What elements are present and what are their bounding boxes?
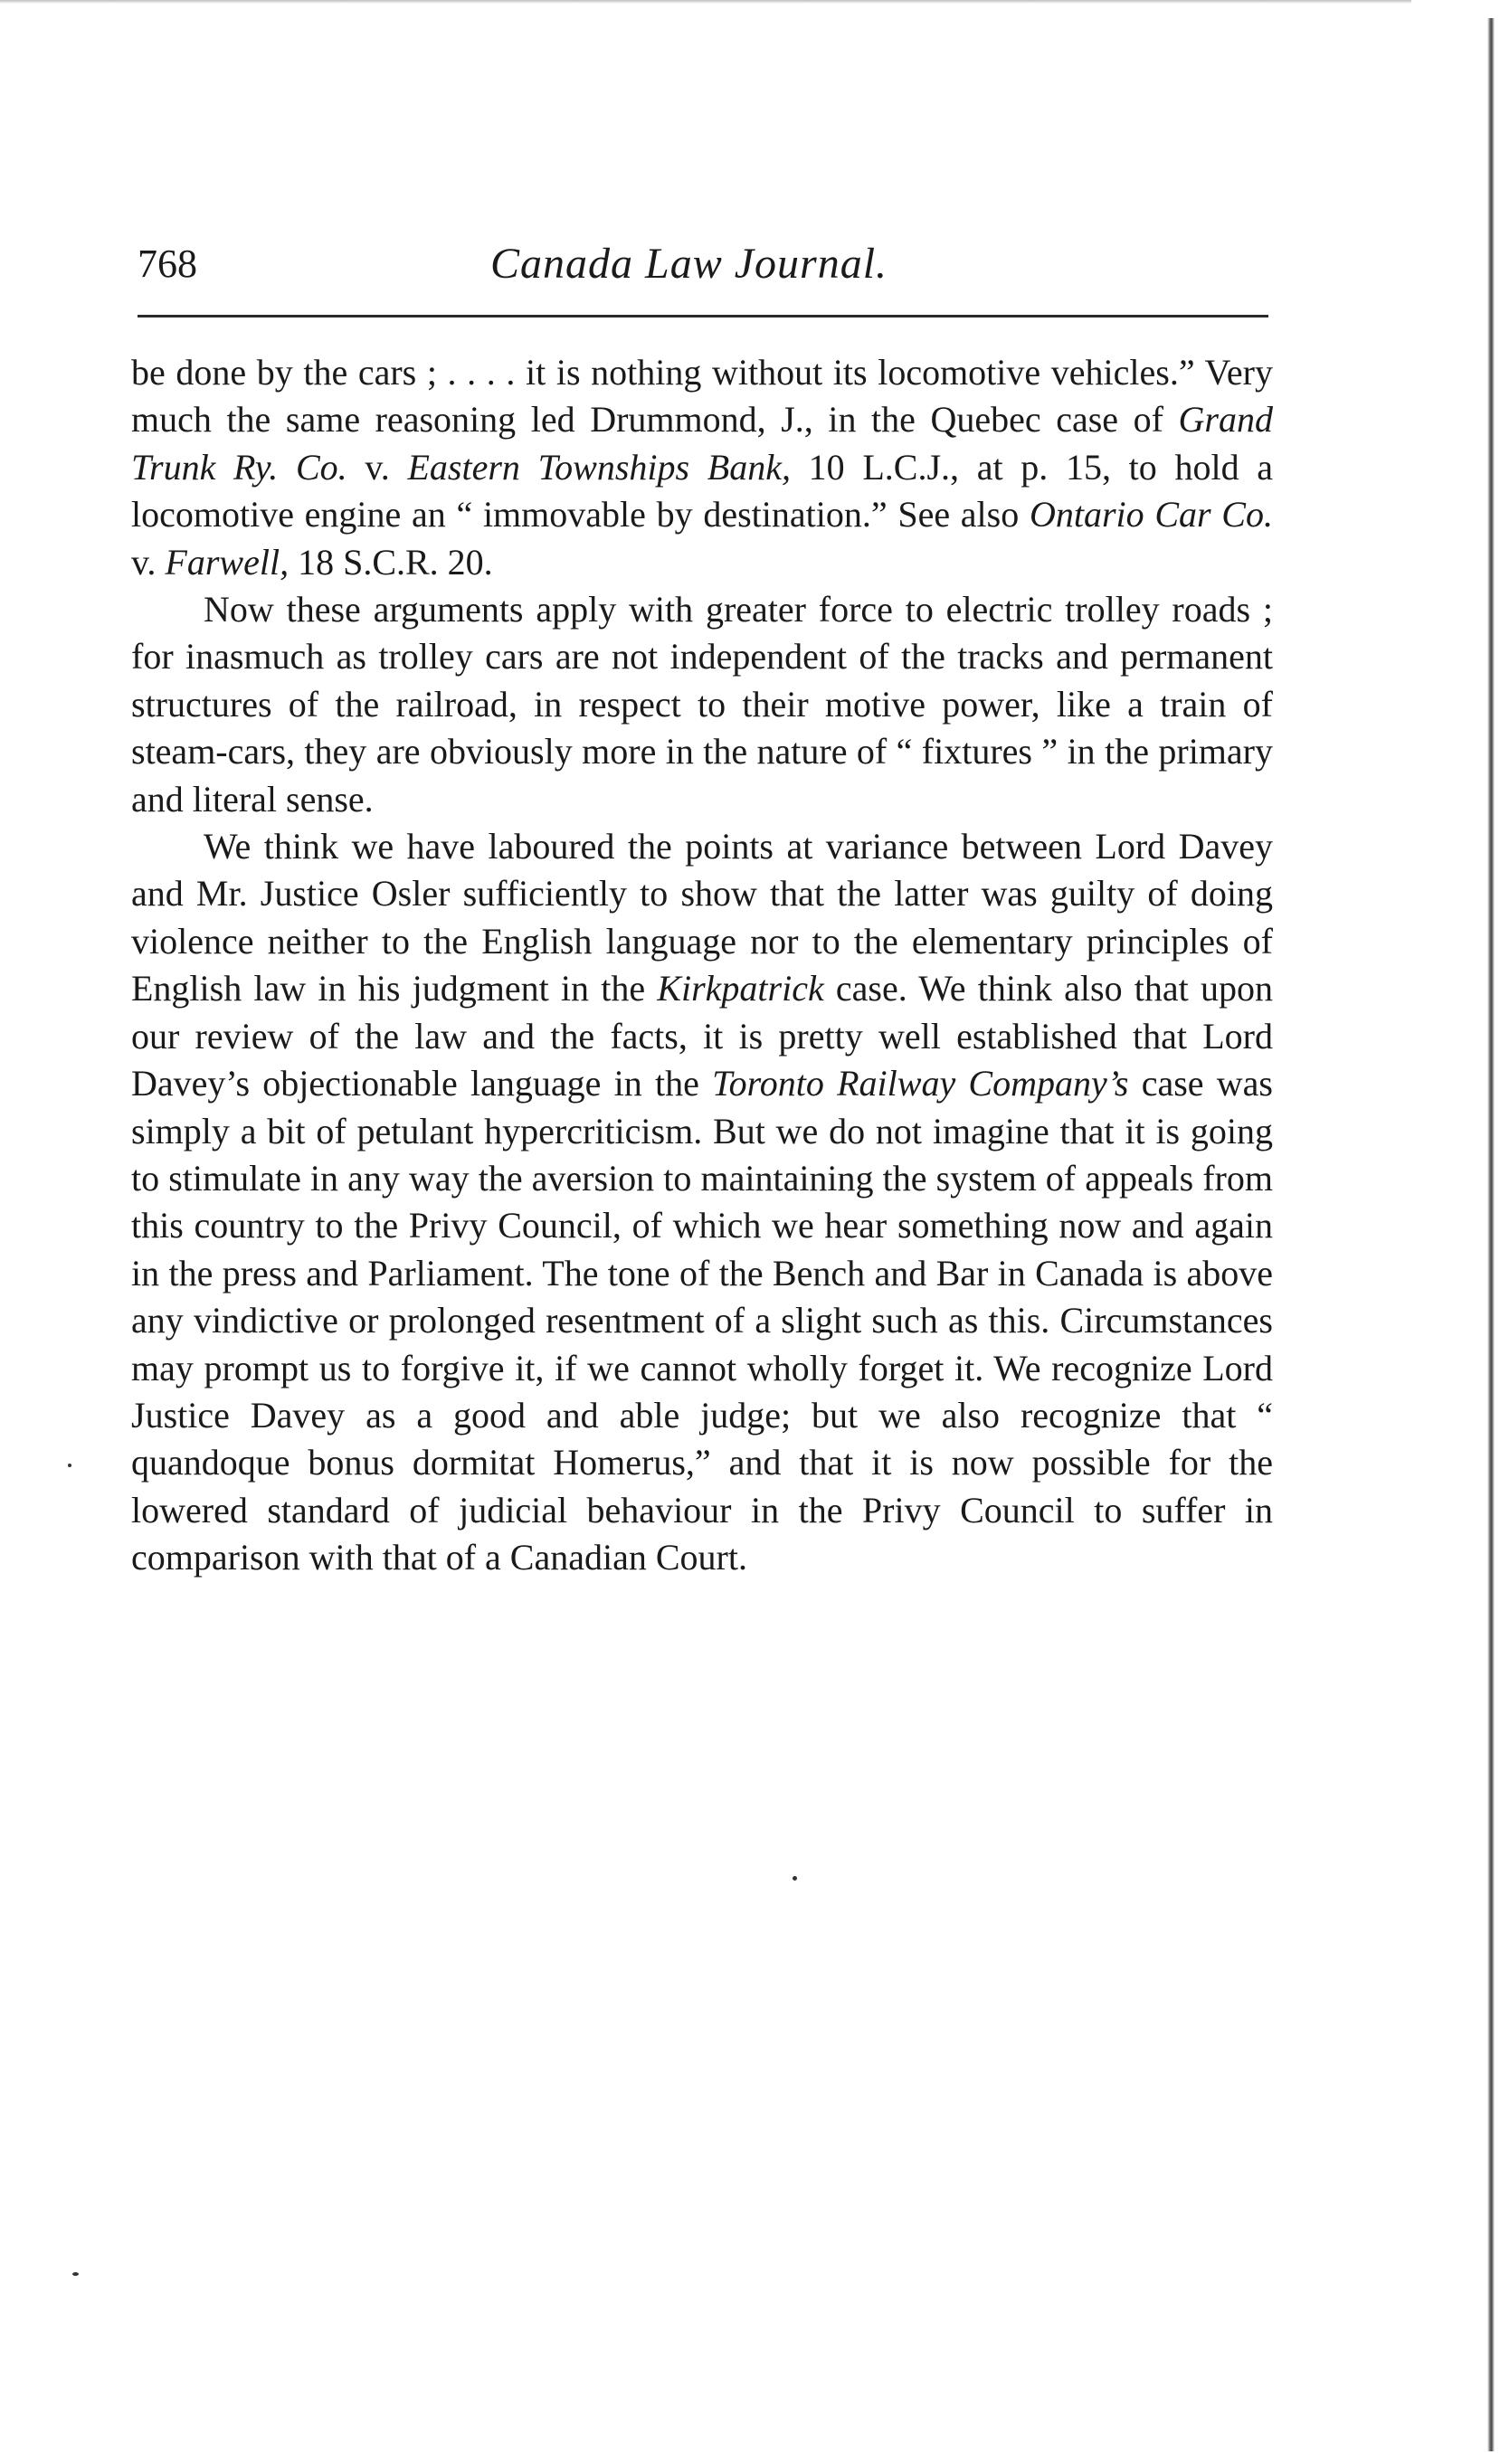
running-title: Canada Law Journal.	[490, 240, 888, 288]
header-rule	[138, 315, 1268, 317]
italic-citation: Kirkpatrick	[657, 968, 824, 1009]
text-run: case. We think also that upon our review of the law and the facts, it is pretty well established that Lord Davey’s objectionable language in the	[131, 968, 1273, 1104]
text-run: v.	[131, 541, 166, 583]
body-text	[131, 349, 1273, 1582]
italic-citation: Farwell,	[165, 541, 290, 583]
italic-citation: Grand Trunk Ry. Co.	[131, 399, 1273, 488]
print-speck	[72, 2272, 79, 2276]
binding-shadow	[1487, 18, 1495, 2451]
paragraph-1	[131, 349, 1273, 586]
page-number: 768	[138, 242, 197, 286]
text-run: v.	[347, 446, 408, 488]
paragraph-2	[131, 586, 1273, 823]
text-run: Now these arguments apply with greater force to electric trolley roads ; for inasmuch as trolley cars are not independent of the tracks and permanent structures of the railroad, in respect to their motive power, like a train of steam-cars, they are obviously more in the nature of “ fixtures ” in the primary and literal sense.	[131, 589, 1273, 820]
text-run: 10 L.C.J., at p. 15, to hold a locomotive engine an “ immovable by destination.” See also	[131, 446, 1274, 535]
text-run: case was simply a bit of petulant hypercriticism. But we do not imagine that it is going to stimulate in any way the aversion to maintaining the system of appeals from this country to the Privy Council, of which we hear something now and again in the press and Parliament. The tone of the Bench and Bar in Canada is above any vindictive or prolonged resentment of a slight such as this. Circumstances may prompt us to forgive it, if we cannot wholly forget it. We recognize Lord Justice Davey as a good and able judge; but we also recognize that “ quandoque bonus dormitat Homerus,” and that it is now possible for the lowered standard of judicial behaviour in the Privy Council to suffer in comparison with that of a Canadian Court.	[131, 1063, 1273, 1578]
print-speck	[68, 1464, 71, 1467]
page-top-edge	[0, 0, 1411, 4]
text-run: 18 S.C.R. 20.	[289, 541, 493, 583]
paragraph-3	[131, 823, 1273, 1582]
print-speck	[793, 1876, 797, 1881]
text-run: be done by the cars ; . . . . it is nothing without its locomotive vehicles.” Very much the same reasoning led Drummond, J., in the Quebec case of	[131, 352, 1273, 441]
italic-citation: Toronto Railway Company’s	[712, 1063, 1129, 1104]
italic-citation: Eastern Townships Bank,	[407, 446, 791, 488]
text-run: We think we have laboured the points at variance between Lord Davey and Mr. Justice Osler sufficiently to show that the latter was guilty of doing violence neither to the English language nor to the elementary principles of English law in his judgment in the	[131, 826, 1273, 1009]
page-header	[138, 237, 1268, 309]
italic-citation: Ontario Car Co.	[1029, 494, 1273, 535]
